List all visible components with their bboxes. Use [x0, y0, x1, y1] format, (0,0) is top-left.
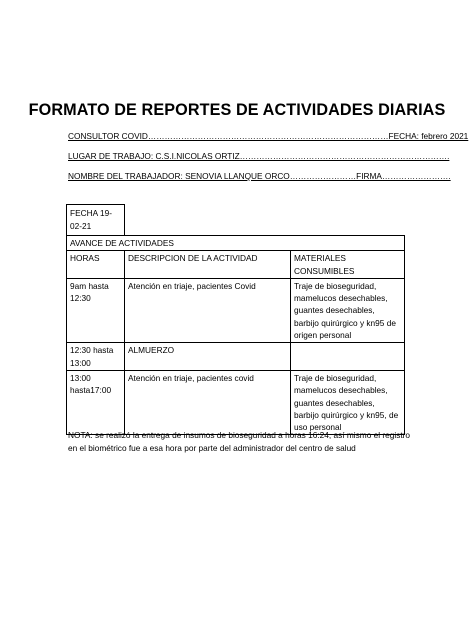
consultor-fecha-line: CONSULTOR COVID……………………………………………………………………………FECHA: febrero 2021 [68, 131, 469, 141]
table-row [67, 343, 405, 371]
activities-table [66, 235, 405, 435]
table-row [67, 370, 405, 434]
lugar-de-trabajo-line: LUGAR DE TRABAJO: C.S.I.NICOLAS ORTIZ…………………………………………………………………. [68, 151, 450, 161]
cell-materiales [291, 343, 405, 371]
nota-paragraph: NOTA: se realizó la entrega de insumos de bioseguridad a horas 16:24, así mismo el registro en el biométrico fue a esa hora por parte del administrador del centro de salud [68, 430, 411, 453]
header-descripcion: DESCRIPCION DE LA ACTIVIDAD [125, 251, 291, 279]
cell-horas: 12:30 hasta 13:00 [67, 343, 125, 371]
cell-descripcion: Atención en triaje, pacientes Covid [125, 278, 291, 342]
cell-materiales: Traje de bioseguridad, mamelucos desechables, guantes desechables, barbijo quirúrgico y kn95 de origen personal [291, 278, 405, 342]
cell-horas: 13:00 hasta17:00 [67, 370, 125, 434]
document-title: FORMATO DE REPORTES DE ACTIVIDADES DIARIAS [28, 101, 446, 119]
cell-materiales: Traje de bioseguridad, mamelucos desechables, guantes desechables, barbijo quirúrgico y kn95, de uso personal [291, 370, 405, 434]
cell-descripcion: ALMUERZO [125, 343, 291, 371]
cell-descripcion: Atención en triaje, pacientes covid [125, 370, 291, 434]
avance-header: AVANCE DE ACTIVIDADES [67, 236, 405, 251]
cell-horas: 9am hasta 12:30 [67, 278, 125, 342]
header-materiales: MATERIALES CONSUMIBLES [291, 251, 405, 279]
nombre-trabajador-firma-line: NOMBRE DEL TRABAJADOR: SENOVIA LLANQUE ORCO……………………FIRMA……………………. [68, 171, 451, 181]
fecha-box: FECHA 19-02-21 [66, 204, 125, 235]
table-row [67, 278, 405, 342]
column-headers-row [67, 251, 405, 279]
header-horas: HORAS [67, 251, 125, 279]
avance-row [67, 236, 405, 251]
